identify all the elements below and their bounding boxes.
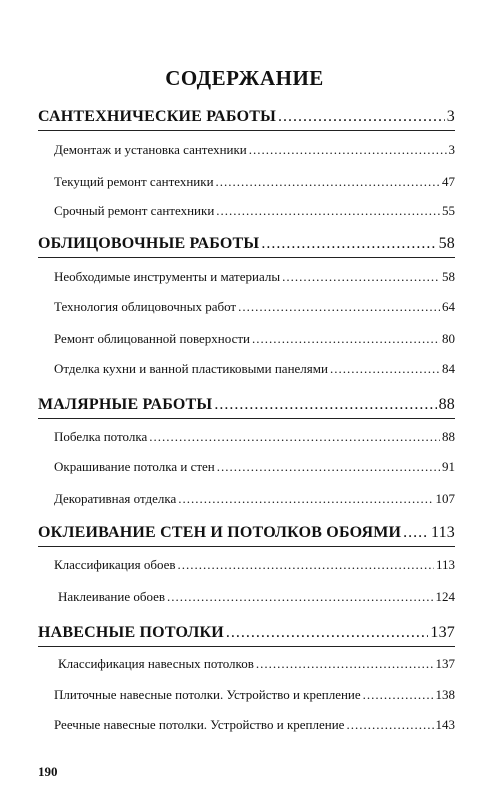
toc-page-number: 58 bbox=[442, 269, 455, 284]
section-divider bbox=[38, 646, 455, 647]
toc-page-number: 113 bbox=[435, 557, 455, 572]
toc-entry-label: Отделка кухни и ванной пластиковыми панелями bbox=[54, 361, 328, 376]
toc-entry-label: Ремонт облицованной поверхности bbox=[54, 331, 250, 346]
toc-page-number: 91 bbox=[442, 459, 455, 474]
dot-leader bbox=[214, 396, 436, 414]
toc-page-number: 88 bbox=[442, 429, 455, 444]
dot-leader bbox=[238, 299, 440, 315]
toc-entry-label: Текущий ремонт сантехники bbox=[54, 174, 214, 189]
toc-entry-row[interactable] bbox=[54, 269, 455, 285]
toc-entry-row[interactable] bbox=[54, 331, 455, 347]
dot-leader bbox=[226, 624, 428, 642]
toc-entry-row[interactable] bbox=[58, 656, 455, 672]
toc-page-number: 113 bbox=[430, 524, 455, 541]
toc-heading-label: САНТЕХНИЧЕСКИЕ РАБОТЫ bbox=[38, 108, 277, 125]
toc-entry-label: Демонтаж и установка сантехники bbox=[54, 142, 247, 157]
toc-entry-row[interactable] bbox=[54, 557, 455, 573]
toc-page-number: 64 bbox=[442, 299, 455, 314]
toc-entry-label: Классификация обоев bbox=[54, 557, 176, 572]
toc-heading-row[interactable] bbox=[38, 524, 455, 542]
toc-page-number: 3 bbox=[448, 142, 455, 157]
toc-page-number: 47 bbox=[442, 174, 455, 189]
toc-heading-row[interactable] bbox=[38, 396, 455, 414]
toc-heading-row[interactable] bbox=[38, 108, 455, 126]
toc-page-number: 3 bbox=[446, 108, 455, 125]
page-title: СОДЕРЖАНИЕ bbox=[165, 66, 324, 90]
toc-entry-label: Необходимые инструменты и материалы bbox=[54, 269, 281, 284]
toc-entry-row[interactable] bbox=[54, 717, 455, 733]
dot-leader bbox=[278, 108, 445, 126]
toc-entry-row[interactable] bbox=[54, 361, 455, 377]
dot-leader bbox=[363, 687, 434, 703]
dot-leader bbox=[167, 589, 433, 605]
toc-entry-label: Наклеивание обоев bbox=[58, 589, 166, 604]
toc-entry-row[interactable] bbox=[54, 299, 455, 315]
toc-entry-row[interactable] bbox=[54, 174, 455, 190]
toc-entry-row[interactable] bbox=[54, 142, 455, 158]
section-divider bbox=[38, 546, 455, 547]
toc-entry-row[interactable] bbox=[54, 203, 455, 219]
toc-entry-row[interactable] bbox=[54, 459, 455, 475]
toc-entry-row[interactable] bbox=[54, 429, 455, 445]
toc-entry-label: Срочный ремонт сантехники bbox=[54, 203, 215, 218]
dot-leader bbox=[252, 331, 440, 347]
toc-page-number: 107 bbox=[435, 491, 455, 506]
toc-heading-label: НАВЕСНЫЕ ПОТОЛКИ bbox=[38, 624, 224, 641]
toc-page-number: 88 bbox=[438, 396, 455, 413]
toc-entry-label: Декоративная отделка bbox=[54, 491, 177, 506]
dot-leader bbox=[216, 203, 440, 219]
toc-page-number: 138 bbox=[435, 687, 455, 702]
dot-leader bbox=[217, 459, 440, 475]
toc-heading-label: ОБЛИЦОВОЧНЫЕ РАБОТЫ bbox=[38, 235, 260, 252]
dot-leader bbox=[256, 656, 434, 672]
toc-entry-label: Окрашивание потолка и стен bbox=[54, 459, 215, 474]
dot-leader bbox=[249, 142, 447, 158]
toc-heading-row[interactable] bbox=[38, 235, 455, 253]
toc-heading-row[interactable] bbox=[38, 624, 455, 642]
dot-leader bbox=[149, 429, 440, 445]
dot-leader bbox=[178, 557, 434, 573]
dot-leader bbox=[403, 524, 429, 542]
toc-heading-label: МАЛЯРНЫЕ РАБОТЫ bbox=[38, 396, 213, 413]
dot-leader bbox=[178, 491, 433, 507]
toc-page-number: 58 bbox=[438, 235, 455, 252]
toc-page-number: 55 bbox=[442, 203, 455, 218]
toc-page-number: 84 bbox=[442, 361, 455, 376]
section-divider bbox=[38, 130, 455, 131]
toc-entry-label: Побелка потолка bbox=[54, 429, 148, 444]
dot-leader bbox=[282, 269, 440, 285]
dot-leader bbox=[261, 235, 436, 253]
toc-page-number: 124 bbox=[435, 589, 455, 604]
toc-entry-label: Классификация навесных потолков bbox=[58, 656, 254, 671]
dot-leader bbox=[330, 361, 440, 377]
toc-entry-row[interactable] bbox=[54, 491, 455, 507]
dot-leader bbox=[346, 717, 433, 733]
page-number-footer: 190 bbox=[38, 764, 58, 779]
toc-page-number: 143 bbox=[435, 717, 455, 732]
section-divider bbox=[38, 257, 455, 258]
section-divider bbox=[38, 418, 455, 419]
dot-leader bbox=[216, 174, 440, 190]
toc-entry-label: Технология облицовочных работ bbox=[54, 299, 237, 314]
toc-page-number: 80 bbox=[442, 331, 455, 346]
toc-entry-row[interactable] bbox=[54, 687, 455, 703]
toc-entry-row[interactable] bbox=[58, 589, 455, 605]
toc-page-number: 137 bbox=[430, 624, 455, 641]
toc-heading-label: ОКЛЕИВАНИЕ СТЕН И ПОТОЛКОВ ОБОЯМИ bbox=[38, 524, 402, 541]
toc-entry-label: Плиточные навесные потолки. Устройство и крепление bbox=[54, 687, 361, 702]
toc-entry-label: Реечные навесные потолки. Устройство и крепление bbox=[54, 717, 345, 732]
toc-page-number: 137 bbox=[435, 656, 455, 671]
